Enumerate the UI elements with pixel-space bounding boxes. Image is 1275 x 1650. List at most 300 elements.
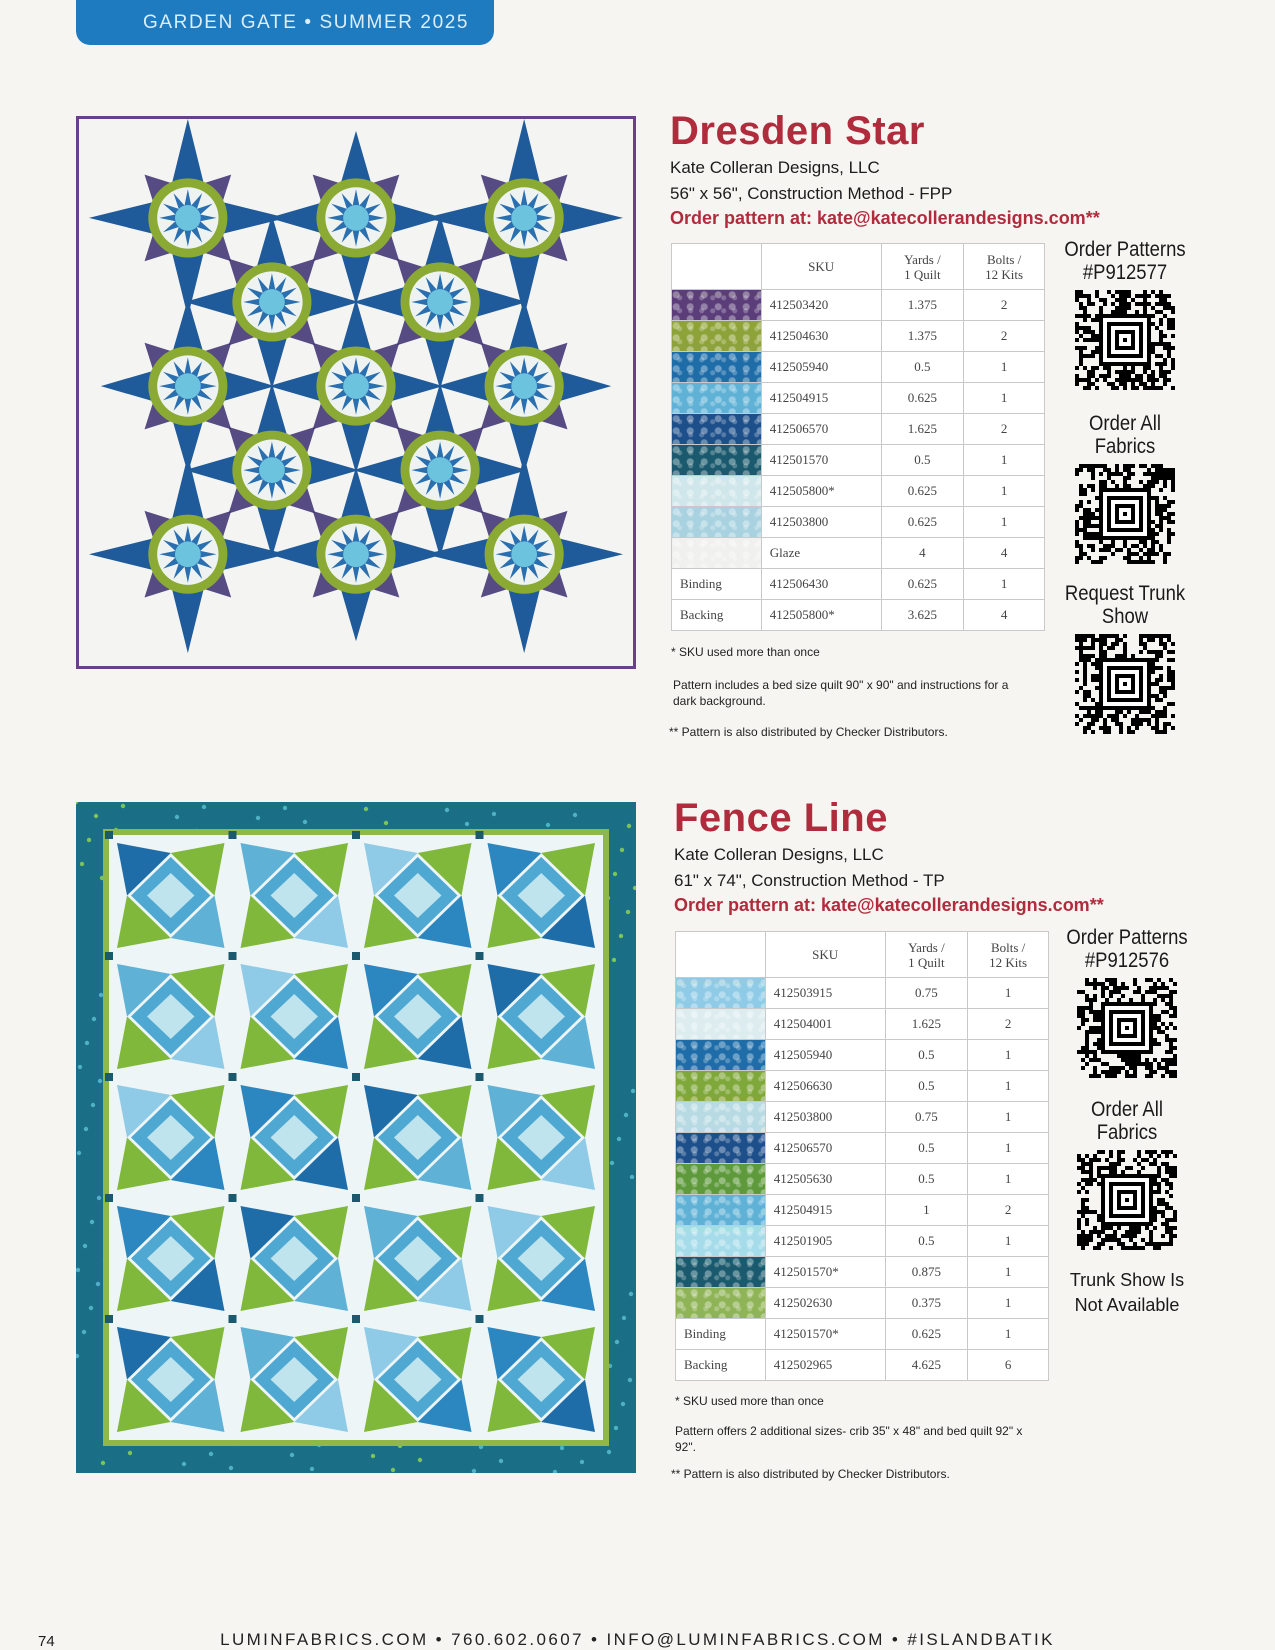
- qr-module: [1109, 990, 1113, 994]
- qr-module: [1091, 678, 1095, 682]
- qr-module: [1123, 634, 1127, 638]
- qr-module: [1083, 524, 1087, 528]
- qr-module: [1107, 468, 1111, 472]
- qr-module: [1075, 298, 1079, 302]
- qr-module: [1155, 658, 1159, 662]
- qr-module: [1087, 370, 1091, 374]
- qr-module: [1079, 354, 1083, 358]
- pattern-order-email[interactable]: Order pattern at: kate@katecollerandesigns.com**: [674, 895, 1104, 915]
- qr-module: [1089, 1162, 1093, 1166]
- qr-module: [1095, 710, 1099, 714]
- qr-module: [1159, 302, 1163, 306]
- qr-code-order-patterns[interactable]: [1075, 290, 1175, 390]
- row-label: Binding: [676, 1319, 766, 1350]
- qr-module: [1107, 730, 1111, 734]
- qr-module: [1163, 646, 1167, 650]
- qr-module: [1149, 1066, 1153, 1070]
- qr-module: [1159, 322, 1163, 326]
- qr-module: [1085, 1238, 1089, 1242]
- qr-module: [1155, 362, 1159, 366]
- qr-module: [1079, 464, 1083, 468]
- qr-module: [1085, 1046, 1089, 1050]
- qr-module: [1149, 1062, 1153, 1066]
- header-tab-text: GARDEN GATE • SUMMER 2025: [143, 11, 470, 33]
- qr-module: [1093, 978, 1097, 982]
- table-row: [676, 1257, 1049, 1288]
- qr-module: [1077, 1210, 1081, 1214]
- cell-bolts: 6: [968, 1350, 1049, 1381]
- qr-module: [1095, 350, 1099, 354]
- qr-module: [1131, 370, 1135, 374]
- border-dot: [290, 1453, 294, 1457]
- border-dot: [620, 848, 624, 852]
- qr-module: [1121, 986, 1125, 990]
- qr-module: [1077, 1182, 1081, 1186]
- qr-module: [1123, 378, 1127, 382]
- qr-module: [1153, 1226, 1157, 1230]
- qr-module: [1087, 654, 1091, 658]
- qr-module: [1151, 662, 1155, 666]
- qr-module: [1083, 366, 1087, 370]
- qr-module: [1115, 310, 1119, 314]
- table-row: [676, 1102, 1049, 1133]
- qr-module: [1103, 718, 1107, 722]
- qr-module: [1091, 366, 1095, 370]
- qr-module: [1135, 302, 1139, 306]
- dresden-star-fabric-table: [671, 243, 1045, 631]
- table-row: [676, 1071, 1049, 1102]
- pattern-order-email[interactable]: Order pattern at: kate@katecollerandesigns.com**: [670, 208, 1100, 228]
- qr-module: [1153, 1026, 1157, 1030]
- qr-module: [1149, 1070, 1153, 1074]
- qr-module: [1163, 294, 1167, 298]
- qr-module: [1093, 1074, 1097, 1078]
- qr-module: [1083, 314, 1087, 318]
- qr-module: [1157, 1166, 1161, 1170]
- row-label: Backing: [672, 600, 762, 631]
- qr-module: [1111, 718, 1115, 722]
- qr-module: [1083, 694, 1087, 698]
- qr-module: [1143, 382, 1147, 386]
- qr-module: [1141, 1158, 1145, 1162]
- qr-module: [1127, 290, 1131, 294]
- qr-module: [1159, 508, 1163, 512]
- qr-module: [1087, 338, 1091, 342]
- qr-module: [1103, 638, 1107, 642]
- qr-module: [1153, 1158, 1157, 1162]
- cell-bolts: 1: [964, 383, 1045, 414]
- cornerstone: [476, 952, 484, 960]
- qr-module: [1089, 998, 1093, 1002]
- qr-module: [1109, 1166, 1113, 1170]
- pattern-title: Fence Line: [674, 796, 888, 840]
- qr-module: [1149, 1074, 1153, 1078]
- pattern-size-method: 56" x 56", Construction Method - FPP: [670, 184, 953, 203]
- qr-module: [1151, 548, 1155, 552]
- qr-module: [1163, 508, 1167, 512]
- qr-module: [1145, 1062, 1149, 1066]
- qr-module: [1153, 1018, 1157, 1022]
- qr-module: [1167, 520, 1171, 524]
- fabric-swatch: [672, 445, 762, 476]
- qr-module: [1125, 1062, 1129, 1066]
- qr-module: [1081, 1066, 1085, 1070]
- qr-module: [1135, 386, 1139, 390]
- qr-module: [1145, 1242, 1149, 1246]
- qr-module: [1127, 484, 1131, 488]
- qr-module: [1109, 1154, 1113, 1158]
- qr-module: [1115, 306, 1119, 310]
- qr-module: [1095, 314, 1099, 318]
- dresden-center: [175, 541, 201, 567]
- qr-module: [1155, 472, 1159, 476]
- qr-module: [1087, 710, 1091, 714]
- qr-module: [1091, 464, 1095, 468]
- border-dot: [573, 813, 577, 817]
- dresden-star-info: [670, 108, 1110, 229]
- qr-module: [1115, 378, 1119, 382]
- qr-module: [1093, 982, 1097, 986]
- qr-module: [1103, 556, 1107, 560]
- cell-sku: 412503800: [761, 507, 881, 538]
- qr-module: [1139, 302, 1143, 306]
- qr-module: [1117, 1054, 1121, 1058]
- qr-module: [1151, 638, 1155, 642]
- qr-module: [1159, 366, 1163, 370]
- qr-module: [1083, 638, 1087, 642]
- qr-module: [1155, 302, 1159, 306]
- qr-module: [1075, 322, 1079, 326]
- qr-module: [1123, 298, 1127, 302]
- qr-module: [1095, 524, 1099, 528]
- border-dot: [80, 862, 84, 866]
- cell-yards: 0.5: [881, 445, 964, 476]
- qr-module: [1151, 714, 1155, 718]
- qr-module: [1097, 1018, 1101, 1022]
- qr-module: [1101, 1166, 1105, 1170]
- qr-module: [1167, 650, 1171, 654]
- qr-module: [1083, 326, 1087, 330]
- qr-module: [1095, 702, 1099, 706]
- qr-module: [1079, 484, 1083, 488]
- qr-module: [1089, 1230, 1093, 1234]
- qr-module: [1083, 306, 1087, 310]
- qr-module: [1131, 560, 1135, 564]
- qr-module: [1171, 702, 1175, 706]
- dresden-center: [343, 205, 369, 231]
- qr-module: [1109, 1150, 1113, 1154]
- qr-module: [1171, 326, 1175, 330]
- qr-module: [1091, 382, 1095, 386]
- qr-module: [1115, 718, 1119, 722]
- qr-module: [1079, 650, 1083, 654]
- cell-yards: 0.5: [885, 1040, 968, 1071]
- qr-module: [1129, 1166, 1133, 1170]
- cornerstone: [352, 1315, 360, 1323]
- qr-module: [1159, 330, 1163, 334]
- qr-module: [1091, 642, 1095, 646]
- qr-module: [1131, 298, 1135, 302]
- fabric-swatch-color: [676, 1164, 765, 1194]
- qr-module: [1163, 382, 1167, 386]
- qr-module: [1111, 646, 1115, 650]
- qr-module: [1151, 544, 1155, 548]
- qr-module: [1155, 342, 1159, 346]
- qr-module: [1159, 730, 1163, 734]
- qr-module: [1129, 998, 1133, 1002]
- qr-module: [1151, 706, 1155, 710]
- qr-module: [1091, 512, 1095, 516]
- qr-module: [1123, 290, 1127, 294]
- qr-module: [1099, 650, 1103, 654]
- qr-module: [1087, 468, 1091, 472]
- qr-module: [1159, 294, 1163, 298]
- qr-module: [1095, 718, 1099, 722]
- qr-module: [1079, 492, 1083, 496]
- footer-contact: LUMINFABRICS.COM • 760.602.0607 • INFO@LUMINFABRICS.COM • #ISLANDBATIK: [220, 1630, 1055, 1649]
- fabric-swatch: [676, 978, 766, 1009]
- border-dot: [256, 816, 260, 820]
- border-dot: [472, 1469, 476, 1473]
- qr-module: [1135, 714, 1139, 718]
- cell-yards: 3.625: [881, 600, 964, 631]
- qr-module: [1119, 654, 1123, 658]
- qr-module: [1163, 710, 1167, 714]
- qr-module: [1079, 646, 1083, 650]
- qr-module: [1173, 1014, 1177, 1018]
- qr-module: [1093, 1058, 1097, 1062]
- qr-module: [1147, 468, 1151, 472]
- qr-module: [1129, 1234, 1133, 1238]
- qr-code-order-fabrics[interactable]: [1077, 1150, 1177, 1250]
- qr-module: [1133, 1054, 1137, 1058]
- qr-module: [1141, 1166, 1145, 1170]
- qr-module: [1139, 722, 1143, 726]
- qr-module: [1083, 730, 1087, 734]
- qr-module: [1115, 464, 1119, 468]
- qr-module: [1077, 1050, 1081, 1054]
- cell-yards: 0.75: [885, 978, 968, 1009]
- qr-module: [1133, 1246, 1137, 1250]
- qr-module: [1171, 306, 1175, 310]
- cell-bolts: 2: [964, 290, 1045, 321]
- cell-yards: 0.375: [885, 1288, 968, 1319]
- qr-module: [1081, 1006, 1085, 1010]
- qr-module: [1079, 706, 1083, 710]
- qr-module: [1169, 1226, 1173, 1230]
- qr-module: [1083, 674, 1087, 678]
- qr-module: [1171, 334, 1175, 338]
- qr-module: [1085, 998, 1089, 1002]
- qr-module: [1155, 634, 1159, 638]
- qr-module: [1139, 378, 1143, 382]
- qr-module: [1111, 642, 1115, 646]
- qr-code-trunk-show[interactable]: [1075, 634, 1175, 734]
- qr-module: [1111, 386, 1115, 390]
- qr-module: [1079, 314, 1083, 318]
- qr-module: [1147, 374, 1151, 378]
- qr-module: [1171, 322, 1175, 326]
- qr-code-order-patterns[interactable]: [1077, 978, 1177, 1078]
- qr-module: [1103, 302, 1107, 306]
- qr-module: [1093, 994, 1097, 998]
- qr-module: [1099, 310, 1103, 314]
- qr-module: [1135, 726, 1139, 730]
- qr-module: [1157, 1154, 1161, 1158]
- qr-module: [1087, 326, 1091, 330]
- cell-sku: 412505630: [765, 1164, 885, 1195]
- qr-module: [1139, 710, 1143, 714]
- qr-module: [1155, 294, 1159, 298]
- qr-module: [1093, 1070, 1097, 1074]
- qr-module: [1093, 998, 1097, 1002]
- qr-module: [1155, 654, 1159, 658]
- qr-module: [1083, 662, 1087, 666]
- qr-module: [1171, 472, 1175, 476]
- qr-module: [1085, 1218, 1089, 1222]
- qr-module: [1123, 306, 1127, 310]
- cell-yards: 0.5: [885, 1071, 968, 1102]
- qr-module: [1119, 306, 1123, 310]
- qr-module: [1153, 1214, 1157, 1218]
- qr-module: [1167, 638, 1171, 642]
- qr-module: [1149, 1154, 1153, 1158]
- qr-module: [1095, 496, 1099, 500]
- qr-module: [1137, 1226, 1141, 1230]
- qr-module: [1161, 1222, 1165, 1226]
- cell-yards: 0.5: [885, 1164, 968, 1195]
- qr-module: [1095, 662, 1099, 666]
- qr-module: [1135, 310, 1139, 314]
- cell-yards: 0.5: [881, 352, 964, 383]
- qr-module: [1163, 472, 1167, 476]
- fabric-swatch-color: [676, 1226, 765, 1256]
- qr-module: [1131, 366, 1135, 370]
- qr-module: [1103, 730, 1107, 734]
- qr-module: [1159, 476, 1163, 480]
- qr-module: [1075, 722, 1079, 726]
- qr-module: [1163, 378, 1167, 382]
- qr-module: [1157, 1190, 1161, 1194]
- qr-module: [1133, 1226, 1137, 1230]
- qr-module: [1141, 1246, 1145, 1250]
- qr-module: [1081, 1166, 1085, 1170]
- qr-module: [1147, 718, 1151, 722]
- qr-module: [1097, 1046, 1101, 1050]
- qr-module: [1105, 986, 1109, 990]
- qr-module: [1089, 1234, 1093, 1238]
- qr-module: [1151, 634, 1155, 638]
- qr-module: [1145, 1226, 1149, 1230]
- qr-module: [1095, 294, 1099, 298]
- cell-bolts: 1: [964, 352, 1045, 383]
- qr-module: [1163, 362, 1167, 366]
- cornerstone: [105, 952, 113, 960]
- qr-module: [1173, 1046, 1177, 1050]
- cell-yards: 0.625: [881, 569, 964, 600]
- qr-module: [1087, 646, 1091, 650]
- qr-module: [1095, 666, 1099, 670]
- qr-heading-order-patterns: Order Patterns #P912577: [1064, 238, 1186, 284]
- qr-module: [1097, 1170, 1101, 1174]
- qr-module: [1165, 1150, 1169, 1154]
- qr-module: [1151, 528, 1155, 532]
- qr-code-order-fabrics[interactable]: [1075, 464, 1175, 564]
- table-row: [672, 507, 1045, 538]
- qr-module: [1107, 374, 1111, 378]
- qr-module: [1101, 986, 1105, 990]
- table-row: [672, 600, 1045, 631]
- cell-sku: 412503915: [765, 978, 885, 1009]
- table-row: [676, 1288, 1049, 1319]
- qr-module: [1125, 1246, 1129, 1250]
- qr-module: [1171, 532, 1175, 536]
- qr-module: [1079, 544, 1083, 548]
- qr-module: [1139, 480, 1143, 484]
- qr-module: [1147, 552, 1151, 556]
- qr-module: [1125, 1230, 1129, 1234]
- qr-module: [1105, 978, 1109, 982]
- qr-module: [1103, 468, 1107, 472]
- qr-module: [1167, 504, 1171, 508]
- qr-module: [1131, 472, 1135, 476]
- qr-module: [1167, 540, 1171, 544]
- qr-module: [1083, 536, 1087, 540]
- qr-module: [1159, 638, 1163, 642]
- qr-module: [1125, 1058, 1129, 1062]
- qr-module: [1173, 1074, 1177, 1078]
- qr-module: [1165, 1206, 1169, 1210]
- qr-module: [1119, 290, 1123, 294]
- qr-module: [1125, 1070, 1129, 1074]
- table-row: [676, 1040, 1049, 1071]
- qr-module: [1097, 1026, 1101, 1030]
- qr-module: [1169, 1014, 1173, 1018]
- qr-module: [1095, 318, 1099, 322]
- qr-module: [1109, 982, 1113, 986]
- qr-module: [1153, 990, 1157, 994]
- cell-sku: 412501570*: [765, 1257, 885, 1288]
- qr-module: [1167, 658, 1171, 662]
- qr-module: [1151, 536, 1155, 540]
- qr-module: [1165, 1218, 1169, 1222]
- table-row: [676, 1195, 1049, 1226]
- qr-module: [1095, 338, 1099, 342]
- qr-module: [1147, 650, 1151, 654]
- qr-module: [1163, 726, 1167, 730]
- qr-module: [1087, 508, 1091, 512]
- qr-module: [1145, 978, 1149, 982]
- qr-module: [1097, 1010, 1101, 1014]
- qr-module: [1137, 1230, 1141, 1234]
- qr-module: [1131, 382, 1135, 386]
- qr-module: [1165, 1162, 1169, 1166]
- qr-module: [1087, 354, 1091, 358]
- qr-module: [1173, 1054, 1177, 1058]
- qr-module: [1085, 1178, 1089, 1182]
- qr-module: [1083, 690, 1087, 694]
- qr-module: [1159, 310, 1163, 314]
- qr-module: [1151, 694, 1155, 698]
- qr-module: [1163, 468, 1167, 472]
- qr-module: [1163, 556, 1167, 560]
- qr-module: [1117, 1158, 1121, 1162]
- qr-module: [1131, 386, 1135, 390]
- fabric-swatch-color: [676, 1195, 765, 1225]
- border-dot: [87, 838, 91, 842]
- qr-module: [1173, 1218, 1177, 1222]
- row-label: Binding: [672, 569, 762, 600]
